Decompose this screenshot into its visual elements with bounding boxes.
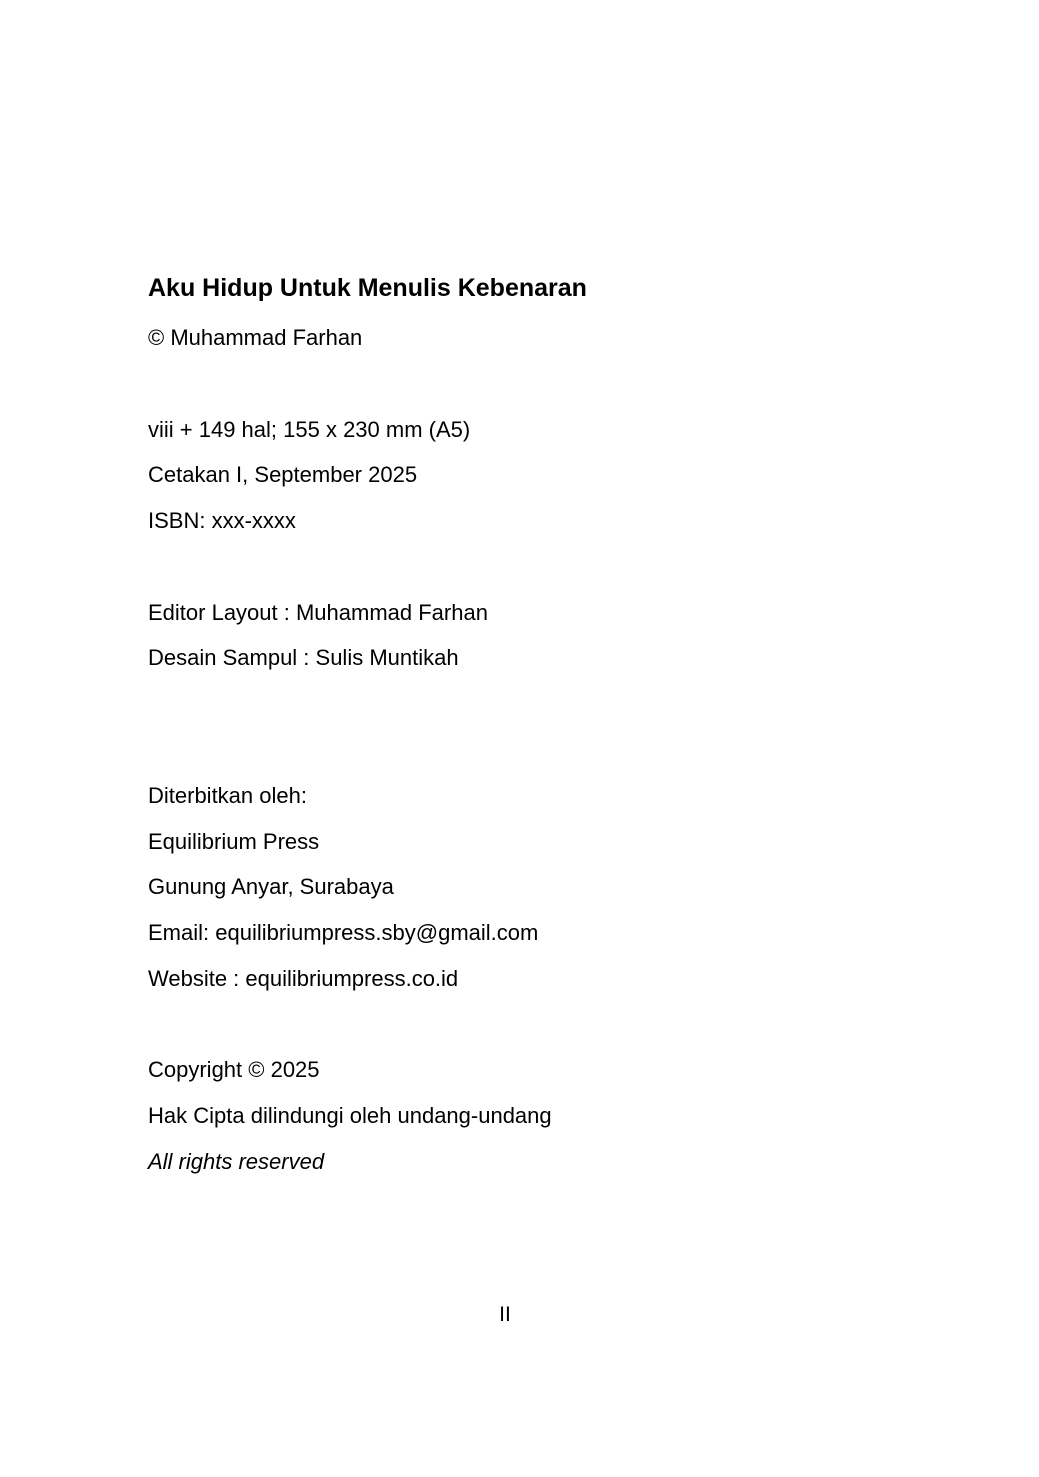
copyright-protected: Hak Cipta dilindungi oleh undang-undang bbox=[148, 1103, 552, 1128]
isbn-line: ISBN: xxx-xxxx bbox=[148, 508, 296, 533]
copyright-notice: Copyright © 2025 bbox=[148, 1057, 320, 1082]
publisher-address: Gunung Anyar, Surabaya bbox=[148, 874, 394, 899]
publisher-email: Email: equilibriumpress.sby@gmail.com bbox=[148, 920, 539, 945]
author-line: © Muhammad Farhan bbox=[148, 325, 363, 350]
publisher-name: Equilibrium Press bbox=[148, 829, 320, 854]
page-number: II bbox=[499, 1303, 511, 1326]
rights-reserved: All rights reserved bbox=[148, 1149, 325, 1174]
layout-editor-line: Editor Layout : Muhammad Farhan bbox=[148, 600, 488, 625]
cover-design-line: Desain Sampul : Sulis Muntikah bbox=[148, 645, 459, 670]
book-title: Aku Hidup Untuk Menulis Kebenaran bbox=[148, 274, 587, 302]
page-count-size: viii + 149 hal; 155 x 230 mm (A5) bbox=[148, 417, 471, 442]
edition-line: Cetakan I, September 2025 bbox=[148, 462, 418, 487]
publisher-website: Website : equilibriumpress.co.id bbox=[148, 966, 459, 991]
publisher-heading: Diterbitkan oleh: bbox=[148, 783, 307, 808]
